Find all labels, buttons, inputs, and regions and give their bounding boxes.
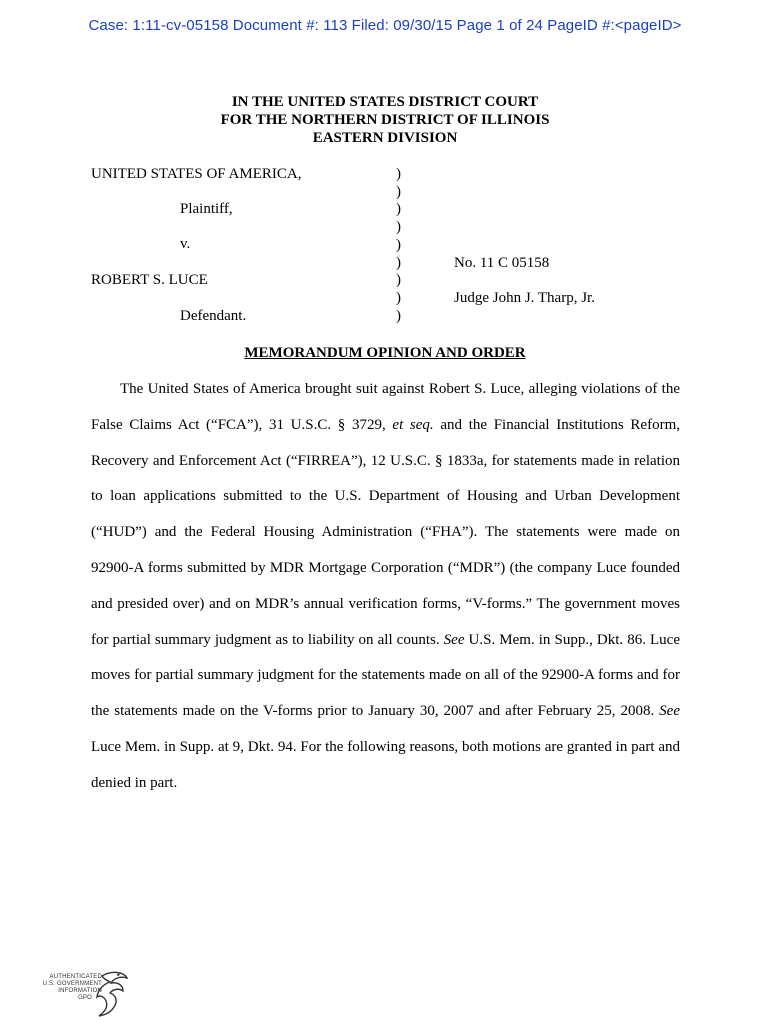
caption-paren: )	[396, 219, 401, 235]
eagle-icon	[96, 970, 130, 1018]
body-text-segment: The United States of America brought suit against Robert S. Luce, alleging violations of the False Claims Act (“FCA”), 31 U.S.C. § 3729,	[91, 381, 680, 433]
caption-paren: )	[396, 237, 401, 253]
body-text-segment: and the Financial Institutions Reform, Recovery and Enforcement Act (“FIRREA”), 12 U.S.C. § 1833a, for statements made in relation to loan applications submitted to the U.S. Department of Housing and Urban Development (“HUD”) and the Federal Housing Administration (“FHA”). The statements were made on 92900-A forms submitted by MDR Mortgage Corporation (“MDR”) (the company Luce founded and presided over) and on MDR’s annual verification forms, “V-forms.” The government moves for partial summary judgment as to liability on all counts.	[91, 416, 680, 648]
caption-paren: )	[396, 290, 401, 306]
body-text-segment: Luce Mem. in Supp. at 9, Dkt. 94. For the following reasons, both motions are granted in part and denied in part.	[91, 738, 680, 791]
seal-text	[30, 974, 102, 1002]
case-header-stamp: Case: 1:11-cv-05158 Document #: 113 Filed: 09/30/15 Page 1 of 24 PageID #:<pageID>	[88, 17, 682, 34]
body-italic-segment: et seq.	[392, 416, 434, 433]
judge-name: Judge John J. Tharp, Jr.	[454, 290, 595, 306]
defendant-name: ROBERT S. LUCE	[91, 272, 208, 288]
case-number: No. 11 C 05158	[454, 255, 550, 271]
plaintiff-name: UNITED STATES OF AMERICA,	[91, 166, 302, 182]
body-text-segment: U.S. Mem. in Supp., Dkt. 86. Luce moves for partial summary judgment for the statements made on all of the 92900-A forms and for the statements made on the V-forms prior to January 30, 2007 and after February 25, 2008.	[91, 631, 680, 720]
versus-label: v.	[180, 236, 191, 252]
body-italic-segment: See	[659, 703, 680, 720]
caption-paren: )	[396, 184, 401, 200]
defendant-role: Defendant.	[180, 308, 247, 324]
caption-paren: )	[396, 166, 401, 182]
court-heading-line-1: IN THE UNITED STATES DISTRICT COURT	[231, 94, 539, 110]
seal-line-4: GPO	[78, 995, 92, 1001]
gpo-authentication-seal	[30, 970, 130, 1020]
court-heading-line-2: FOR THE NORTHERN DISTRICT OF ILLINOIS	[220, 112, 550, 128]
plaintiff-role: Plaintiff,	[180, 201, 233, 217]
caption-paren: )	[396, 308, 401, 324]
caption-paren: )	[396, 201, 401, 217]
court-heading-line-3: EASTERN DIVISION	[312, 130, 458, 146]
document-title: MEMORANDUM OPINION AND ORDER	[244, 345, 526, 361]
opinion-body	[91, 372, 680, 802]
seal-line-1: AUTHENTICATED	[49, 974, 102, 980]
body-italic-segment: See	[443, 631, 465, 648]
caption-paren: )	[396, 272, 401, 288]
case-caption	[0, 0, 770, 340]
seal-line-2: U.S. GOVERNMENT	[42, 981, 102, 987]
opening-paragraph	[91, 372, 680, 802]
seal-line-3: INFORMATION	[58, 988, 102, 994]
caption-paren: )	[396, 255, 401, 271]
